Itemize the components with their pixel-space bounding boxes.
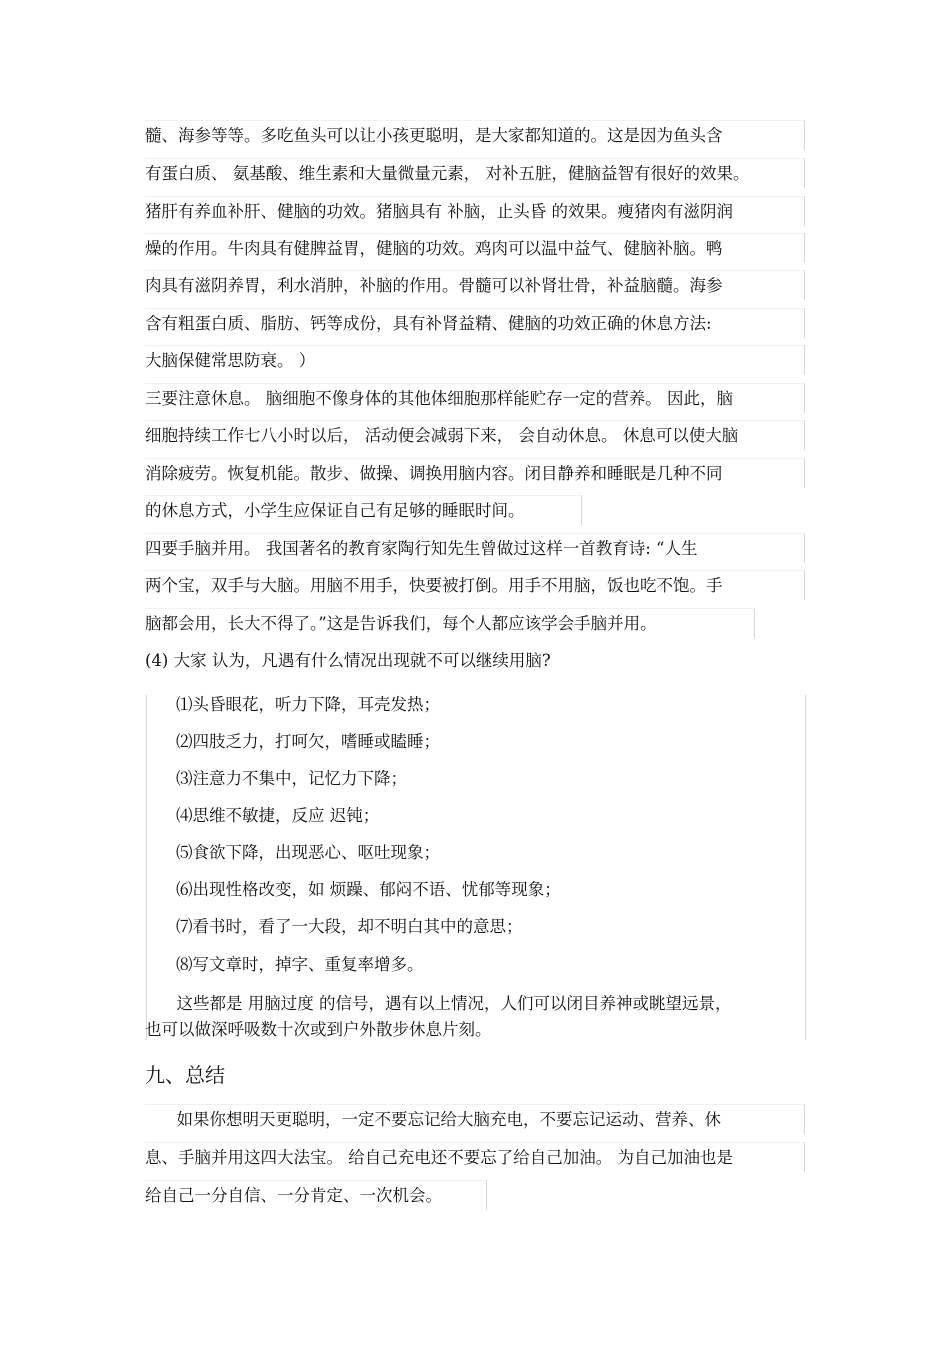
signal-line: 也可以做深呼吸数十次或到户外散步休息片刻。	[145, 1020, 492, 1039]
paragraph-line: 含有粗蛋白质、脂肪、钙等成份，具有补肾益精、健脑的功效正确的休息方法:	[145, 308, 805, 338]
list-right-rule	[805, 695, 806, 1040]
paragraph-line: 脑都会用，长大不得了。”这是告诉我们，每个人都应该学会手脑并用。	[145, 608, 755, 638]
list-left-rule	[146, 695, 147, 1040]
list-item: ⑷思维不敏捷，反应 迟钝；	[176, 806, 380, 825]
list-item: ⑶注意力不集中，记忆力下降；	[176, 769, 407, 788]
paragraph-line: 消除疲劳。恢复机能。散步、做操、调换用脑内容。闭目静养和睡眠是几种不同	[145, 458, 805, 488]
list-item: ⑻写文章时，掉字、重复率增多。	[176, 955, 424, 974]
list-item: ⑸食欲下降，出现恶心、呕吐现象；	[176, 843, 440, 862]
paragraph-line: 两个宝，双手与大脑。用脑不用手，快要被打倒。用手不用脑，饭也吃不饱。手	[145, 570, 805, 600]
summary-line: 息、手脑并用这四大法宝。 给自己充电还不要忘了给自己加油。 为自己加油也是	[145, 1142, 805, 1172]
list-item: ⑵四肢乏力，打呵欠，嗜睡或瞌睡；	[176, 732, 440, 751]
section-heading: 九、总结	[145, 1063, 225, 1087]
signal-line: 这些都是 用脑过度 的信号，遇有以上情况，人们可以闭目养神或眺望远景，	[145, 994, 732, 1013]
paragraph-line: 髓、海参等等。多吃鱼头可以让小孩更聪明，是大家都知道的。这是因为鱼头含	[145, 120, 805, 150]
paragraph-line: 细胞持续工作七八小时以后， 活动便会减弱下来， 会自动休息。 休息可以使大脑	[145, 420, 805, 450]
paragraph-line: 四要手脑并用。 我国著名的教育家陶行知先生曾做过这样一首教育诗: “人生	[145, 533, 805, 563]
paragraph-line: 肉具有滋阴养胃，利水消肿，补脑的作用。骨髓可以补肾壮骨，补益脑髓。海参	[145, 270, 805, 300]
question-line: (4) 大家 认为，凡遇有什么情况出现就不可以继续用脑?	[145, 651, 551, 670]
paragraph-line: 大脑保健常思防衰。 ）	[145, 345, 805, 375]
paragraph-line: 有蛋白质、 氨基酸、维生素和大量微量元素， 对补五脏，健脑益智有很好的效果。	[145, 158, 805, 188]
paragraph-line: 猪肝有养血补肝、健脑的功效。猪脑具有 补脑，止头昏 的效果。瘦猪肉有滋阴润	[145, 196, 805, 226]
summary-line: 如果你想明天更聪明，一定不要忘记给大脑充电，不要忘记运动、营养、休	[145, 1104, 805, 1134]
list-item: ⑺看书时，看了一大段，却不明白其中的意思；	[176, 917, 523, 936]
paragraph-line: 三要注意休息。 脑细胞不像身体的其他体细胞那样能贮存一定的营养。 因此，脑	[145, 383, 805, 413]
paragraph-line: 燥的作用。牛肉具有健脾益胃，健脑的功效。鸡肉可以温中益气、健脑补脑。鸭	[145, 233, 805, 263]
list-item: ⑴头昏眼花，听力下降，耳壳发热；	[176, 695, 440, 714]
list-item: ⑹出现性格改变，如 烦躁、郁闷不语、忧郁等现象；	[176, 880, 561, 899]
summary-line: 给自己一分自信、一分肯定、一次机会。	[145, 1180, 487, 1210]
paragraph-line: 的休息方式，小学生应保证自己有足够的睡眠时间。	[145, 495, 582, 525]
